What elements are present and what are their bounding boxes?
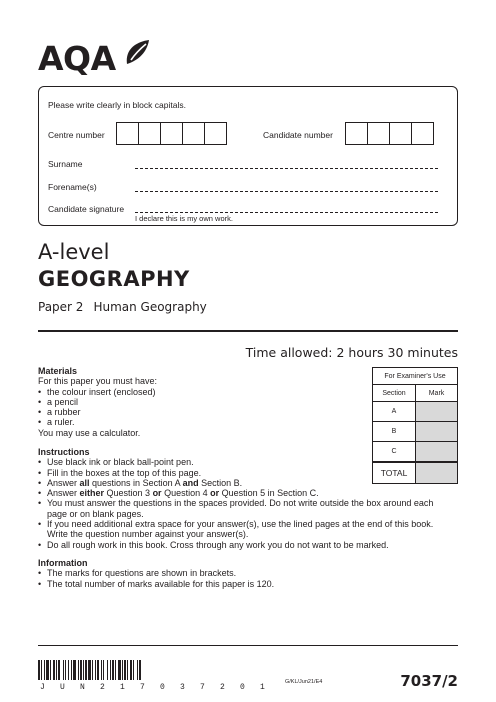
time-allowed: Time allowed: 2 hours 30 minutes (245, 345, 458, 360)
mark-cell (416, 422, 457, 441)
list-item: • Do all rough work in this book. Cross through any work you do not want to be marked. (38, 539, 389, 550)
candidate-number-boxes[interactable] (345, 122, 434, 145)
list-item: • The marks for questions are shown in brackets. (38, 568, 237, 579)
list-item-continued: Write the question number against your answer(s). (47, 529, 249, 540)
total-mark-cell (416, 463, 457, 483)
section-label: A (373, 402, 416, 421)
candidate-details-box (38, 86, 458, 226)
centre-number-boxes[interactable] (116, 122, 227, 145)
digit-box[interactable] (345, 122, 368, 145)
materials-section (38, 366, 157, 438)
digit-box[interactable] (204, 122, 227, 145)
divider-thin (38, 645, 458, 646)
list-item: • Use black ink or black ball-point pen. (38, 457, 194, 468)
mark-column-header: Mark (428, 389, 445, 397)
paper-name: Human Geography (93, 300, 207, 314)
information-section (38, 558, 274, 589)
document-reference: G/KL/Jun21/E4 (285, 679, 323, 685)
paper-number: Paper 2 (38, 300, 84, 314)
paper-code: 7037/2 (400, 672, 458, 690)
materials-intro: For this paper you must have: (38, 376, 158, 387)
list-item: • Fill in the boxes at the top of this page. (38, 467, 202, 478)
list-item: • The total number of marks available for this paper is 120. (38, 578, 275, 589)
list-item: • a ruler. (38, 417, 75, 428)
declaration-text: I declare this is my own work. (135, 214, 233, 223)
digit-box[interactable] (160, 122, 183, 145)
digit-box[interactable] (116, 122, 139, 145)
signature-label: Candidate signature (48, 204, 125, 214)
list-item: • a pencil (38, 396, 79, 407)
paper-title (38, 300, 217, 314)
list-item: • If you need additional extra space for your answer(s), use the lined pages at the end of this book. (38, 519, 434, 530)
forenames-line[interactable] (135, 191, 438, 192)
signature-line[interactable] (135, 212, 438, 213)
surname-label: Surname (48, 159, 83, 169)
barcode-icon (38, 660, 180, 680)
digit-box[interactable] (411, 122, 434, 145)
examiners-use-title: For Examiner's Use (384, 372, 446, 380)
qualification-level: A-level (38, 240, 110, 264)
instructions-heading: Instructions (38, 447, 90, 457)
list-item: • You must answer the questions in the spaces provided. Do not write outside the box around each (38, 498, 434, 509)
digit-box[interactable] (389, 122, 412, 145)
section-label: B (373, 422, 416, 441)
leaf-mark-icon (119, 38, 151, 70)
examiners-use-table (372, 367, 458, 484)
list-item-continued: page or on blank pages. (47, 508, 144, 519)
forenames-label: Forename(s) (48, 182, 97, 192)
digit-box[interactable] (138, 122, 161, 145)
section-column-header: Section (373, 385, 416, 401)
list-item: • the colour insert (enclosed) (38, 386, 156, 397)
divider-thick (38, 330, 458, 332)
subject-title: GEOGRAPHY (38, 267, 190, 291)
calculator-note: You may use a calculator. (38, 427, 141, 438)
mark-cell (416, 402, 457, 421)
list-item: • Answer all questions in Section A and Section B. (38, 477, 243, 488)
surname-line[interactable] (135, 168, 438, 169)
digit-box[interactable] (367, 122, 390, 145)
logo-text: AQA (38, 39, 116, 78)
barcode-caption: J U N 2 1 7 0 3 7 2 0 1 (40, 683, 271, 692)
digit-box[interactable] (182, 122, 205, 145)
mark-cell (416, 442, 457, 461)
list-item: • Answer either Question 3 or Question 4 or Question 5 in Section C. (38, 488, 319, 499)
total-label: TOTAL (373, 463, 416, 483)
materials-heading: Materials (38, 366, 78, 376)
section-label: C (373, 442, 416, 461)
block-capitals-instruction: Please write clearly in block capitals. (48, 100, 186, 110)
aqa-logo (38, 40, 150, 80)
information-heading: Information (38, 558, 88, 568)
centre-number-label: Centre number (48, 130, 105, 140)
candidate-number-label: Candidate number (263, 130, 333, 140)
list-item: • a rubber (38, 407, 81, 418)
